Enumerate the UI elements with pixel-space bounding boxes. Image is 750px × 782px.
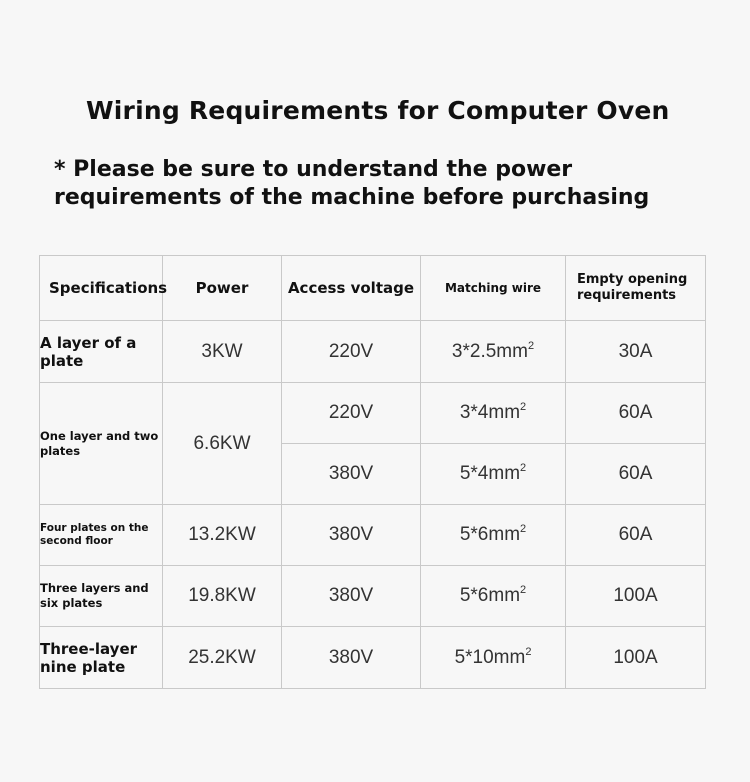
voltage-cell: 220V — [282, 383, 421, 444]
spec-cell: Four plates on the second floor — [40, 505, 163, 566]
page-title: Wiring Requirements for Computer Oven — [86, 96, 670, 125]
opening-cell: 60A — [566, 444, 706, 505]
wire-value: 5*6mm — [459, 524, 521, 545]
opening-cell: 30A — [566, 321, 706, 383]
wire-superscript: 2 — [525, 645, 532, 658]
table-row — [40, 383, 706, 444]
wire-superscript: 2 — [520, 523, 527, 535]
wire-superscript: 2 — [520, 401, 527, 413]
voltage-cell: 380V — [282, 566, 421, 627]
spec-cell: One layer and two plates — [40, 383, 163, 505]
power-cell: 13.2KW — [163, 505, 282, 566]
power-cell: 25.2KW — [163, 627, 282, 689]
wire-cell — [421, 505, 566, 566]
wire-value: 5*6mm — [459, 585, 521, 606]
opening-cell: 60A — [566, 383, 706, 444]
wire-cell — [421, 444, 566, 505]
wire-value: 3*2.5mm — [451, 340, 528, 362]
wire-value: 5*4mm — [459, 463, 521, 484]
opening-cell: 60A — [566, 505, 706, 566]
spec-cell: Three-layer nine plate — [40, 627, 163, 689]
table-row — [40, 505, 706, 566]
wire-cell — [421, 321, 566, 383]
opening-cell: 100A — [566, 627, 706, 689]
wire-value: 5*10mm — [454, 646, 526, 668]
voltage-cell: 380V — [282, 444, 421, 505]
header-specifications: Specifications — [40, 256, 163, 321]
spec-cell: Three layers and six plates — [40, 566, 163, 627]
voltage-cell: 380V — [282, 627, 421, 689]
wire-superscript: 2 — [520, 584, 527, 596]
spec-cell: A layer of a plate — [40, 321, 163, 383]
power-cell: 3KW — [163, 321, 282, 383]
header-power: Power — [163, 256, 282, 321]
opening-cell: 100A — [566, 566, 706, 627]
voltage-cell: 220V — [282, 321, 421, 383]
wiring-requirements-table — [39, 255, 706, 689]
power-cell: 19.8KW — [163, 566, 282, 627]
power-cell: 6.6KW — [163, 383, 282, 505]
wire-cell — [421, 627, 566, 689]
wire-value: 3*4mm — [459, 402, 521, 423]
table-row — [40, 566, 706, 627]
table-row — [40, 321, 706, 383]
wire-superscript: 2 — [527, 339, 535, 352]
wire-cell — [421, 566, 566, 627]
table-header-row — [40, 256, 706, 321]
header-empty-opening: Empty opening requirements — [566, 256, 706, 321]
wire-cell — [421, 383, 566, 444]
table-row — [40, 627, 706, 689]
header-matching-wire: Matching wire — [421, 256, 566, 321]
header-access-voltage: Access voltage — [282, 256, 421, 321]
purchase-notice: * Please be sure to understand the power requirements of the machine before purchasing — [54, 157, 650, 210]
wire-superscript: 2 — [520, 462, 527, 474]
voltage-cell: 380V — [282, 505, 421, 566]
